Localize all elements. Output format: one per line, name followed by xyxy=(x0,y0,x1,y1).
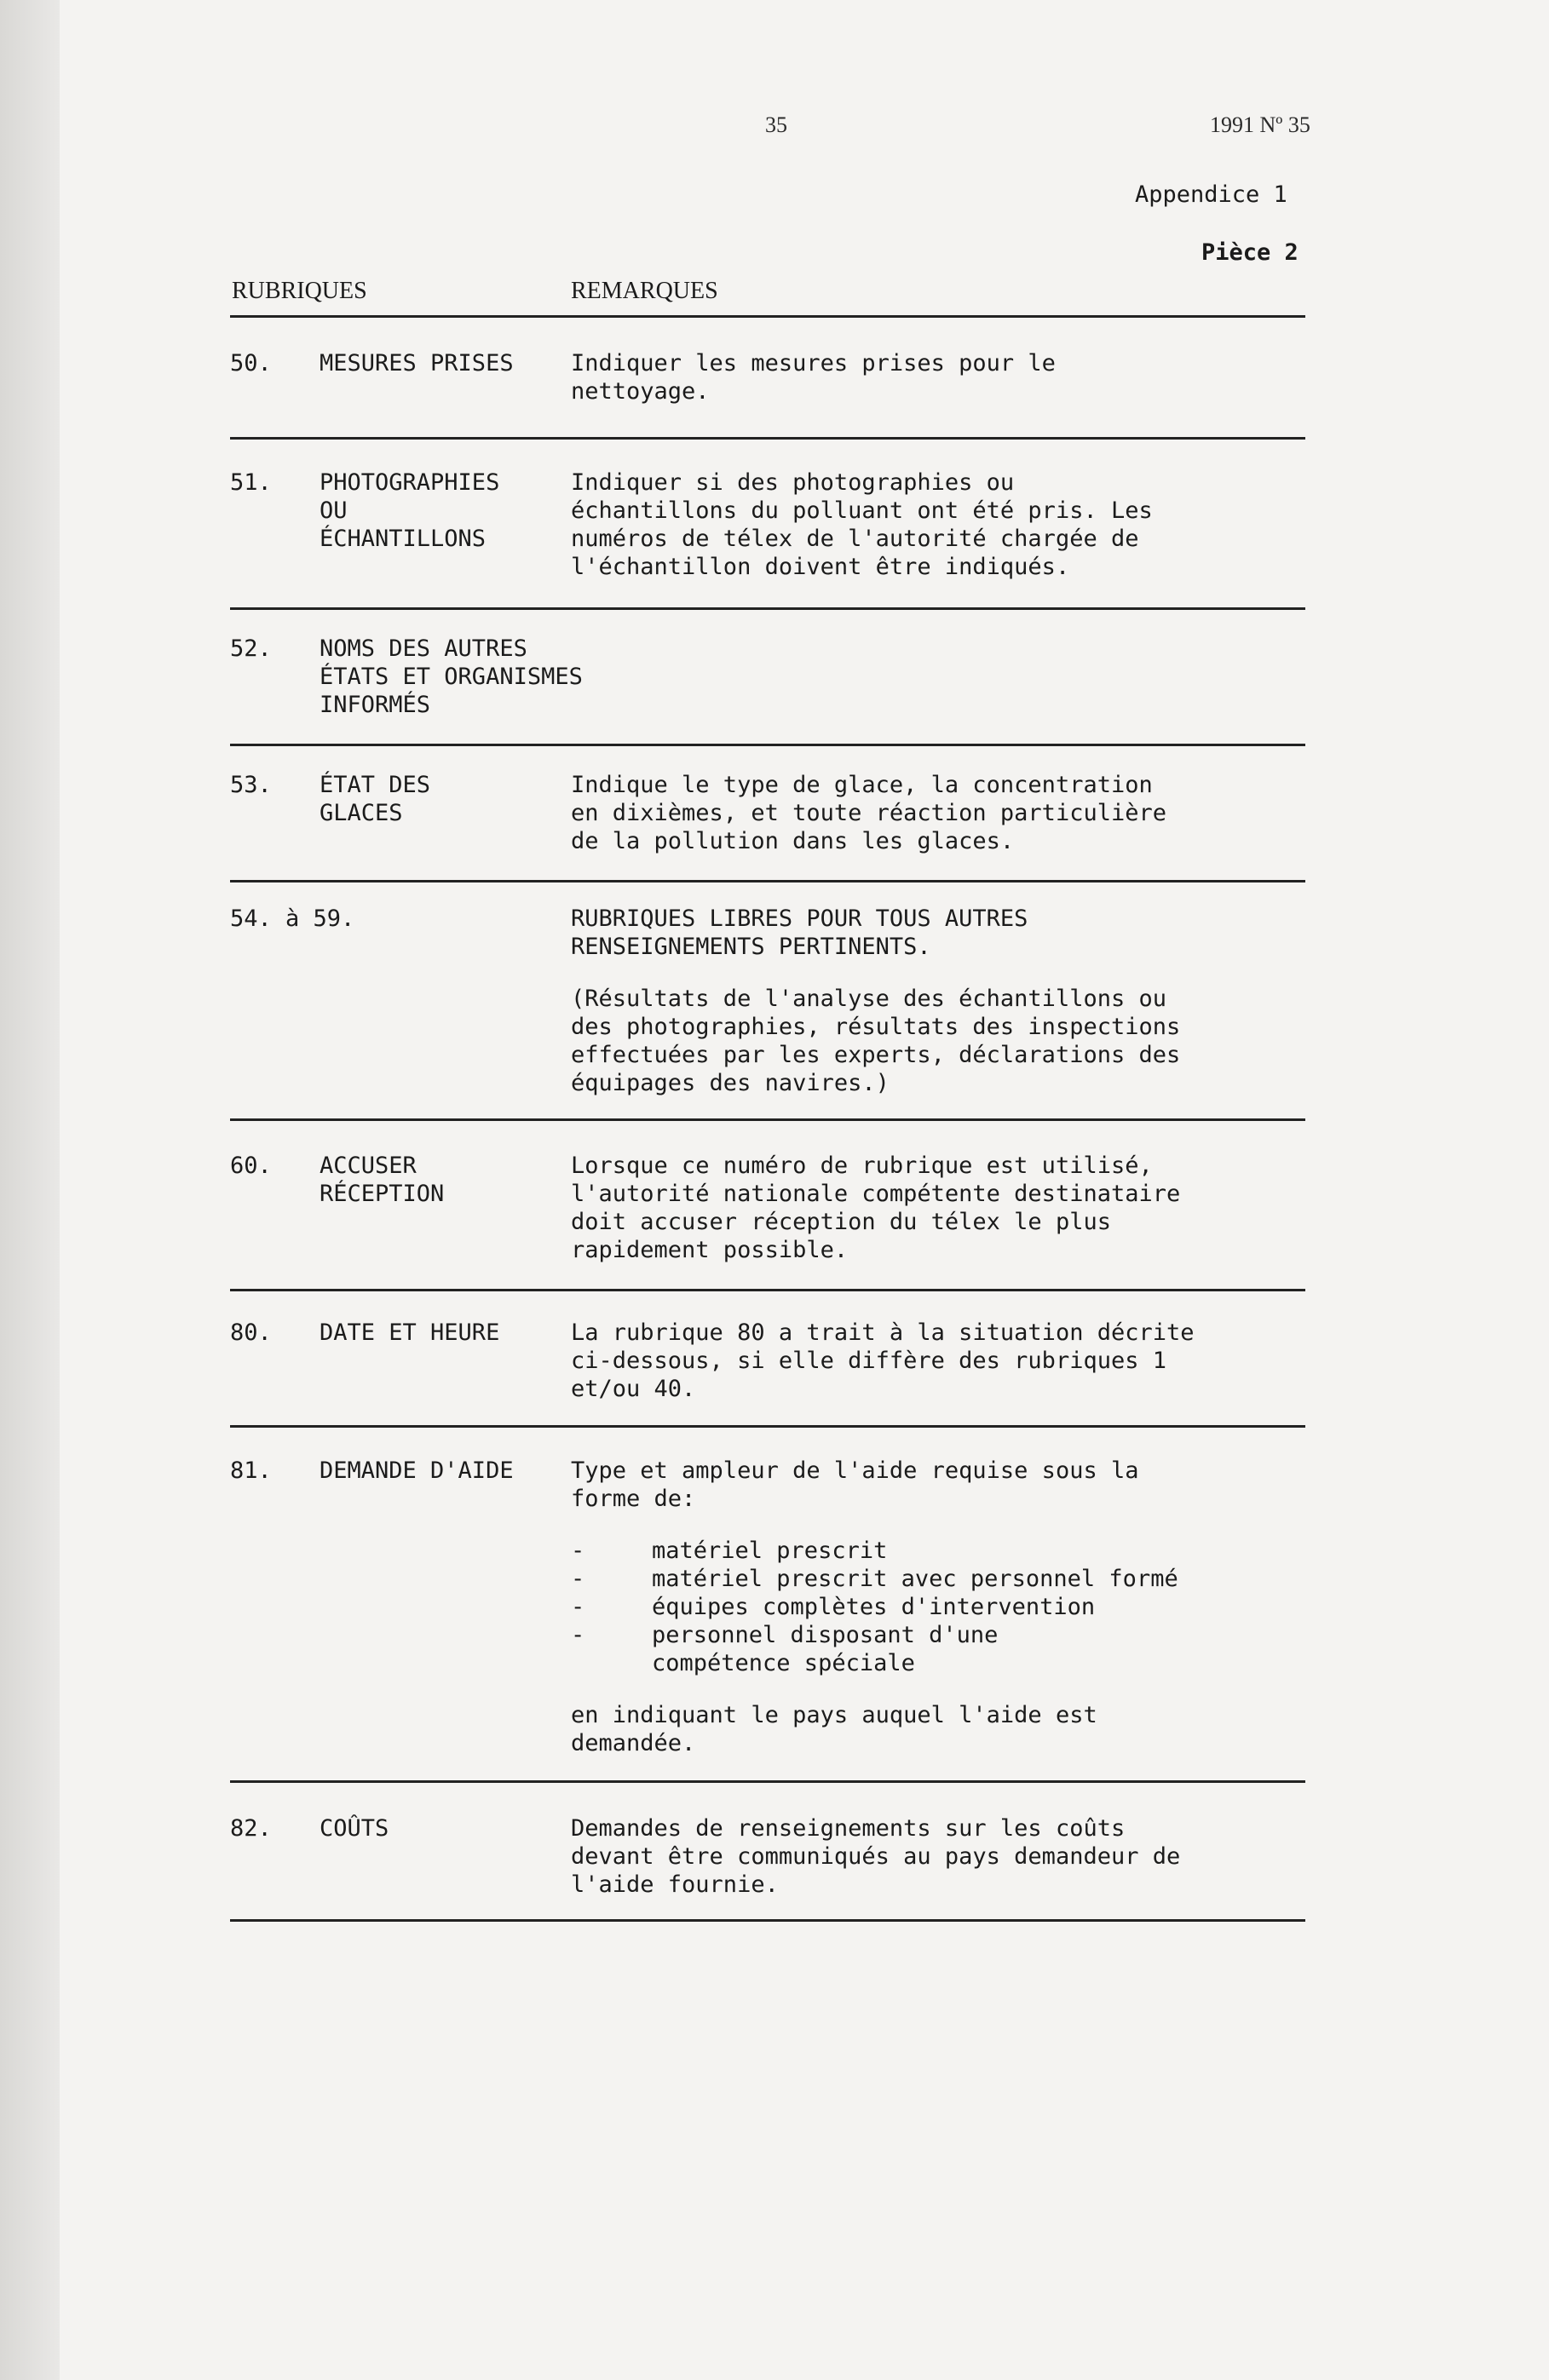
aid-type-list xyxy=(571,1537,1338,1677)
remark-line: Lorsque ce numéro de rubrique est utilisé, xyxy=(571,1153,1153,1179)
remark-line: échantillons du polluant ont été pris. Les xyxy=(571,497,1153,524)
row-title xyxy=(320,635,694,719)
row-title xyxy=(320,1814,567,1842)
remark-line: l'échantillon doivent être indiqués. xyxy=(571,554,1070,580)
title-line: ÉTATS ET ORGANISMES xyxy=(320,664,583,690)
row-divider xyxy=(230,1919,1305,1922)
appendix-label: Appendice 1 xyxy=(1135,181,1287,208)
row-number: 51. xyxy=(230,469,272,496)
remark-line: doit accuser réception du télex le plus xyxy=(571,1209,1111,1235)
remark-line: rapidement possible. xyxy=(571,1237,849,1263)
remark-line: numéros de télex de l'autorité chargée de xyxy=(571,526,1139,552)
remark-line: et/ou 40. xyxy=(571,1376,696,1402)
remark-line: nettoyage. xyxy=(571,378,710,405)
title-line: OU xyxy=(320,497,348,524)
row-remark xyxy=(571,905,1338,1097)
title-line: DEMANDE D'AIDE xyxy=(320,1457,514,1484)
column-header-rubriques: RUBRIQUES xyxy=(232,278,367,304)
page-number: 35 xyxy=(765,112,787,137)
row-remark xyxy=(571,1319,1338,1403)
remark-line: Indiquer si des photographies ou xyxy=(571,469,1015,496)
row-divider xyxy=(230,880,1305,882)
title-line: ÉCHANTILLONS xyxy=(320,526,487,552)
row-number: 54. à 59. xyxy=(230,905,355,932)
row-divider xyxy=(230,607,1305,610)
row-remark xyxy=(571,1457,1338,1757)
remark-line: La rubrique 80 a trait à la situation décrite xyxy=(571,1319,1195,1346)
title-line: DATE ET HEURE xyxy=(320,1319,500,1346)
title-line: INFORMÉS xyxy=(320,692,431,718)
remark-line: équipages des navires.) xyxy=(571,1070,890,1096)
remark-line: Indiquer les mesures prises pour le xyxy=(571,350,1056,377)
row-divider xyxy=(230,1425,1305,1428)
remark-line: l'autorité nationale compétente destinataire xyxy=(571,1181,1181,1207)
remark-line: Demandes de renseignements sur les coûts xyxy=(571,1815,1126,1842)
remark-line: ci-dessous, si elle diffère des rubriques 1 xyxy=(571,1348,1166,1374)
row-title xyxy=(320,771,567,827)
row-divider xyxy=(230,744,1305,746)
remark-line: RENSEIGNEMENTS PERTINENTS. xyxy=(571,934,931,960)
row-remark xyxy=(571,469,1338,581)
title-line: ÉTAT DES xyxy=(320,772,431,798)
row-number: 82. xyxy=(230,1815,272,1842)
row-title xyxy=(320,469,567,553)
list-item: - matériel prescrit avec personnel formé xyxy=(571,1566,1178,1592)
remark-line: Type et ampleur de l'aide requise sous la xyxy=(571,1457,1139,1484)
row-remark xyxy=(571,771,1338,855)
remark-line: Indique le type de glace, la concentration xyxy=(571,772,1153,798)
header-rule xyxy=(230,315,1305,318)
row-divider xyxy=(230,437,1305,440)
remark-line: effectuées par les experts, déclarations des xyxy=(571,1042,1181,1068)
list-item: - personnel disposant d'une compétence spéciale xyxy=(571,1622,999,1676)
row-number: 80. xyxy=(230,1319,272,1346)
row-number: 81. xyxy=(230,1457,272,1484)
document-reference: 1991 Nº 35 xyxy=(1210,112,1310,137)
row-remark xyxy=(571,1152,1338,1264)
remark-line: en indiquant le pays auquel l'aide est xyxy=(571,1702,1097,1728)
remark-line: demandée. xyxy=(571,1730,696,1756)
title-line: PHOTOGRAPHIES xyxy=(320,469,500,496)
remark-line: (Résultats de l'analyse des échantillons ou xyxy=(571,986,1166,1012)
remark-line: des photographies, résultats des inspections xyxy=(571,1014,1181,1040)
remark-line: de la pollution dans les glaces. xyxy=(571,828,1015,854)
row-number: 52. xyxy=(230,635,272,662)
row-divider xyxy=(230,1289,1305,1291)
piece-label: Pièce 2 xyxy=(1201,239,1299,266)
row-remark xyxy=(571,1814,1338,1899)
remark-line: RUBRIQUES LIBRES POUR TOUS AUTRES xyxy=(571,905,1028,932)
remark-line: en dixièmes, et toute réaction particulière xyxy=(571,800,1166,826)
row-number: 60. xyxy=(230,1153,272,1179)
row-remark xyxy=(571,349,1338,405)
list-item: - équipes complètes d'intervention xyxy=(571,1594,1096,1620)
title-line: GLACES xyxy=(320,800,403,826)
page-edge-shadow xyxy=(0,0,60,2380)
remark-line: l'aide fournie. xyxy=(571,1871,779,1898)
row-title xyxy=(320,1457,567,1485)
column-header-remarques: REMARQUES xyxy=(571,278,718,304)
title-line: MESURES PRISES xyxy=(320,350,514,377)
row-title xyxy=(320,1319,567,1347)
row-divider xyxy=(230,1780,1305,1783)
title-line: ACCUSER xyxy=(320,1153,417,1179)
row-divider xyxy=(230,1118,1305,1121)
row-number: 50. xyxy=(230,350,272,377)
remark-line: devant être communiqués au pays demandeur de xyxy=(571,1843,1181,1870)
title-line: RÉCEPTION xyxy=(320,1181,445,1207)
row-title xyxy=(320,1152,567,1208)
row-number: 53. xyxy=(230,772,272,798)
row-title xyxy=(320,349,567,377)
title-line: COÛTS xyxy=(320,1815,389,1842)
title-line: NOMS DES AUTRES xyxy=(320,635,527,662)
list-item: - matériel prescrit xyxy=(571,1538,888,1564)
remark-line: forme de: xyxy=(571,1486,696,1512)
